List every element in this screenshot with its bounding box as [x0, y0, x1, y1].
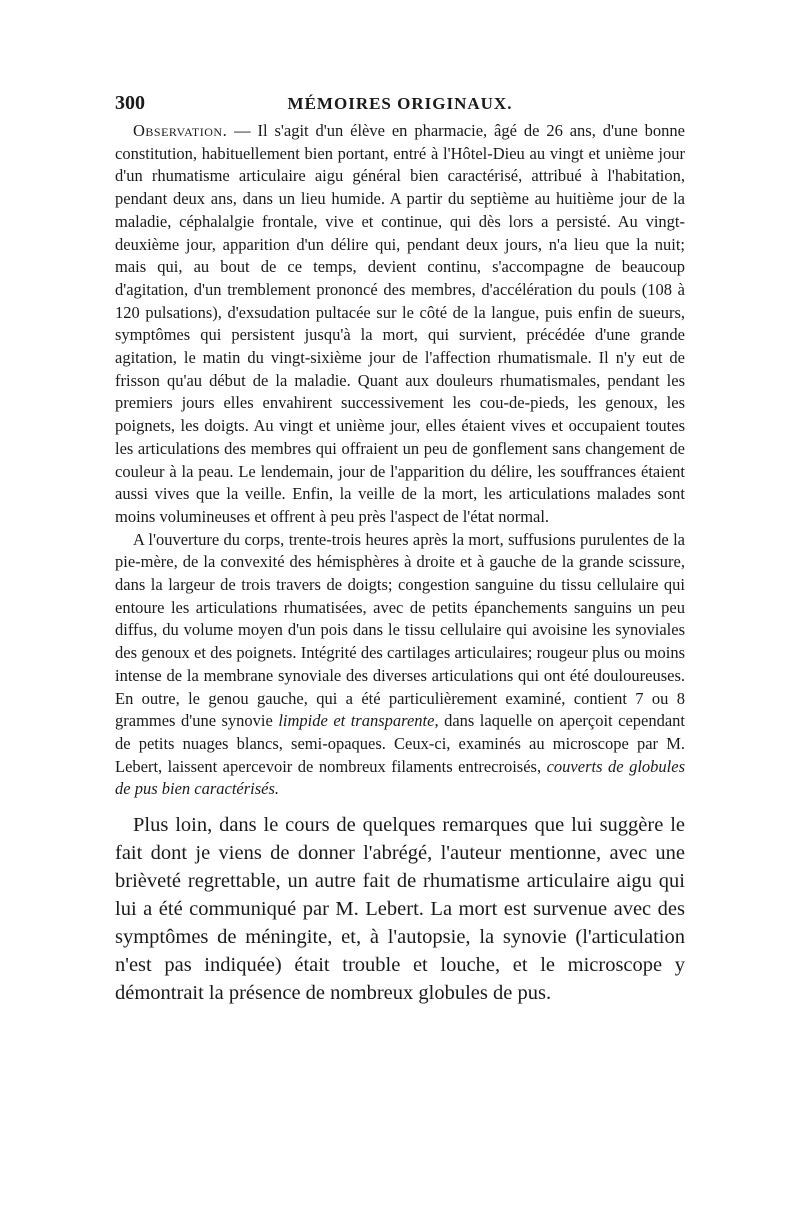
autopsy-text-2: , dans laquelle on aperçoit cependant de petits nuages blancs, semi-opaques. Ceux-ci, examinés au microscope par M. Lebert, laissent apercevoir de nombreux filaments entrecroisés,: [115, 711, 686, 776]
running-head: [115, 92, 685, 120]
running-title: MÉMOIRES ORIGINAUX.: [287, 94, 513, 113]
autopsy-italic-2: couverts de globules de pus bien caractérisés.: [115, 756, 685, 799]
autopsy-paragraph: [115, 529, 685, 801]
closing-paragraph: Plus loin, dans le cours de quelques remarques que lui suggère le fait dont je viens de donner l'abrégé, l'auteur mentionne, avec une brièveté regrettable, un autre fait de rhumatisme articulaire aigu qui lui a été communiqué par M. Lebert. La mort est survenue avec des symptômes de méningite, et, à l'autopsie, la synovie (l'articulation n'est pas indiquée) était trouble et louche, et le microscope y démontrait la présence de nombreux globules de pus.: [115, 814, 685, 1005]
observation-text: — Il s'agit d'un élève en pharmacie, âgé de 26 ans, d'une bonne constitution, habituellement bien portant, entré à l'Hôtel-Dieu au vingt et unième jour d'un rhumatisme articulaire aigu général bien caractérisé, attribué à l'habitation, pendant deux ans, dans un lieu humide. A partir du septième au huitième jour de la maladie, céphalalgie frontale, vive et continue, qui dès lors a persisté. Au vingt-deuxième jour, apparition d'un délire qui, pendant deux jours, n'a lieu que la nuit; mais qui, au bout de ce temps, devient continu, s'accompagne de beaucoup d'agitation, d'un tremblement prononcé des membres, d'accélération du pouls (108 à 120 pulsations), d'exsudation pultacée sur le côté de la langue, puis enfin de sueurs, symptômes qui persistent jusqu'à la mort, qui survient, précédée d'une grande agitation, le matin du vingt-sixième jour de l'affection rhumatismale. Il n'y eut de frisson qu'au début de la maladie. Quant aux douleurs rhumatismales, pendant les premiers jours elles envahirent successivement les cou-de-pieds, les genoux, les poignets, les doigts. Au vingt et unième jour, elles étaient vives et occupaient toutes les articulations des membres qui offraient un peu de gonflement sans changement de couleur à la peau. Le lendemain, jour de l'apparition du délire, les souffrances étaient aussi vives que la veille. Enfin, la veille de la mort, les articulations malades sont moins volumineuses et offrent à peu près l'aspect de l'état normal.: [115, 121, 685, 526]
autopsy-italic-1: limpide et transparente: [278, 711, 435, 731]
observation-paragraph: [115, 120, 685, 529]
document-page: [115, 92, 685, 1007]
page-number: 300: [115, 92, 145, 114]
autopsy-text-1: A l'ouverture du corps, trente-trois heures après la mort, suffusions purulentes de la pie-mère, de la convexité des hémisphères à droite et à gauche de la grande scissure, dans la largeur de trois travers de doigts; congestion sanguine du tissu cellulaire qui entoure les articulations rhumatisées, avec de petits épanchements sanguins un peu diffus, du volume moyen d'un pois dans le tissu cellulaire qui avoisine les synoviales des genoux et des poignets. Intégrité des cartilages articulaires; rougeur plus ou moins intense de la membrane synoviale des diverses articulations qui ont été douloureuses. En outre, le genou gauche, qui a été particulièrement examiné, contient 7 ou 8 grammes d'une synovie: [115, 529, 685, 731]
observation-label: Observation.: [133, 121, 228, 140]
